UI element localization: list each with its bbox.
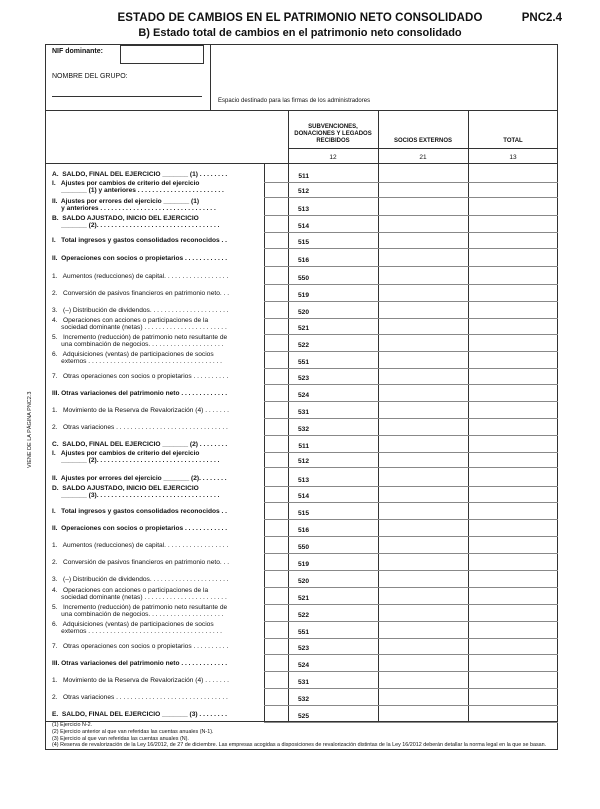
amount-cell[interactable] [468, 508, 558, 518]
table-row [45, 273, 558, 283]
amount-cell[interactable] [378, 215, 468, 231]
table-row [45, 237, 558, 247]
amount-cell[interactable] [288, 390, 378, 400]
amount-cell[interactable] [288, 351, 378, 367]
table-row [45, 255, 558, 265]
row-label: I. Total ingresos y gastos consolidados reconocidos . . [52, 508, 228, 515]
row-rule [264, 248, 558, 249]
amount-cell[interactable] [288, 307, 378, 317]
amount-cell[interactable] [288, 576, 378, 586]
table-row [45, 317, 558, 333]
table-row [45, 215, 558, 231]
row-rule [264, 284, 558, 285]
row-label: 5. Incremento (reducción) de patrimonio neto resultante de una combinación de negocios. . . . . . . . . . . . . . . . . . . . . [52, 334, 228, 349]
row-label: B. SALDO AJUSTADO, INICIO DEL EJERCICIO _______ (2). . . . . . . . . . . . . . . . . . . . . . . . . . . . . . . . . . [52, 215, 220, 230]
amount-cell[interactable] [468, 711, 558, 721]
amount-cell[interactable] [378, 317, 468, 333]
table-row [45, 621, 558, 637]
table-row [45, 450, 558, 466]
row-code: 516 [297, 257, 309, 264]
amount-cell[interactable] [378, 660, 468, 670]
amount-cell[interactable] [288, 373, 378, 383]
row-label: III. Otras variaciones del patrimonio neto . . . . . . . . . . . . . [52, 660, 228, 667]
amount-cell[interactable] [288, 711, 378, 721]
row-rule [264, 570, 558, 571]
row-rule [264, 467, 558, 468]
amount-cell[interactable] [378, 559, 468, 569]
col-number-12: 12 [329, 154, 337, 161]
table-row [45, 711, 558, 721]
row-code: 519 [297, 561, 309, 568]
amount-cell[interactable] [378, 694, 468, 704]
table-row [45, 604, 558, 620]
amount-cell[interactable] [288, 424, 378, 434]
row-code: 513 [297, 206, 309, 213]
table-row [45, 180, 558, 196]
row-code: 551 [297, 359, 309, 366]
amount-cell[interactable] [378, 576, 468, 586]
table-row [45, 525, 558, 535]
form-title: ESTADO DE CAMBIOS EN EL PATRIMONIO NETO CONSOLIDADO [117, 12, 483, 24]
amount-cell[interactable] [288, 508, 378, 518]
row-label: 2. Otras variaciones . . . . . . . . . . . . . . . . . . . . . . . . . . . . . . . [52, 424, 228, 431]
row-code: 550 [297, 275, 309, 282]
nif-label: NIF dominante: [52, 48, 103, 55]
row-code: 550 [297, 544, 309, 551]
row-label: 1. Aumentos (reducciones) de capital. . . . . . . . . . . . . . . . . . [52, 273, 229, 280]
row-code: 523 [297, 645, 309, 652]
amount-cell[interactable] [378, 475, 468, 485]
row-rule [264, 368, 558, 369]
row-label: II. Ajustes por errores del ejercicio _______ (2). . . . . . . . [52, 475, 227, 482]
table-row [45, 643, 558, 653]
amount-cell[interactable] [468, 643, 558, 653]
row-rule [264, 553, 558, 554]
amount-cell[interactable] [288, 237, 378, 247]
identity-divider [210, 45, 211, 110]
amount-cell[interactable] [378, 542, 468, 552]
amount-cell[interactable] [468, 407, 558, 417]
row-label: A. SALDO, FINAL DEL EJERCICIO _______ (1) . . . . . . . . [52, 171, 228, 178]
amount-cell[interactable] [468, 334, 558, 350]
amount-cell[interactable] [378, 290, 468, 300]
amount-cell[interactable] [378, 485, 468, 501]
amount-cell[interactable] [288, 407, 378, 417]
row-code: 515 [297, 510, 309, 517]
amount-cell[interactable] [288, 604, 378, 620]
amount-cell[interactable] [468, 317, 558, 333]
row-code: 520 [297, 309, 309, 316]
row-code: 532 [297, 426, 309, 433]
page-code: PNC2.4 [521, 12, 562, 24]
amount-cell[interactable] [288, 542, 378, 552]
amount-cell[interactable] [468, 542, 558, 552]
amount-cell[interactable] [378, 198, 468, 214]
group-name-line[interactable] [52, 96, 202, 97]
amount-cell[interactable] [288, 255, 378, 265]
row-label: II. Ajustes por errores del ejercicio _______ (1) y anteriores . . . . . . . . . . . . . . . . . . . . . . . . . . . . . . . . [52, 198, 216, 213]
amount-cell[interactable] [468, 180, 558, 196]
row-label: C. SALDO, FINAL DEL EJERCICIO _______ (2) . . . . . . . . [52, 441, 228, 448]
header-bottom-rule [45, 163, 558, 164]
amount-cell[interactable] [378, 255, 468, 265]
row-rule [264, 536, 558, 537]
table-row [45, 334, 558, 350]
row-rule [264, 688, 558, 689]
amount-cell[interactable] [468, 237, 558, 247]
row-label: 3. (–) Distribución de dividendos. . . . . . . . . . . . . . . . . . . . . . [52, 576, 229, 583]
footnotes [52, 722, 552, 749]
row-code: 516 [297, 527, 309, 534]
amount-cell[interactable] [288, 334, 378, 350]
amount-cell[interactable] [468, 576, 558, 586]
row-label: III. Otras variaciones del patrimonio neto . . . . . . . . . . . . . [52, 390, 228, 397]
row-label: I. Total ingresos y gastos consolidados reconocidos . . [52, 237, 228, 244]
row-label: II. Operaciones con socios o propietarios . . . . . . . . . . . . [52, 525, 228, 532]
row-label: 4. Operaciones con acciones o participaciones de la sociedad dominante (netas) . . . . . . . . . . . . . . . . . . . . . . . [52, 317, 227, 332]
amount-cell[interactable] [288, 660, 378, 670]
table-row [45, 694, 558, 704]
table-row [45, 542, 558, 552]
amount-cell[interactable] [288, 677, 378, 687]
row-code: 512 [297, 188, 309, 195]
row-label: 4. Operaciones con acciones o participaciones de la sociedad dominante (netas) . . . . . . . . . . . . . . . . . . . . . . . [52, 587, 227, 602]
row-code: 532 [297, 696, 309, 703]
amount-cell[interactable] [378, 587, 468, 603]
amount-cell[interactable] [378, 180, 468, 196]
amount-cell[interactable] [288, 621, 378, 637]
row-rule [264, 705, 558, 706]
row-label: 7. Otras operaciones con socios o propietarios . . . . . . . . . . [52, 373, 229, 380]
amount-cell[interactable] [288, 180, 378, 196]
amount-cell[interactable] [378, 351, 468, 367]
col-number-rule [288, 148, 558, 149]
row-code: 515 [297, 239, 309, 246]
row-rule [264, 418, 558, 419]
row-code: 525 [297, 713, 309, 720]
identity-bottom-rule [45, 110, 558, 111]
row-label: 2. Conversión de pasivos financieros en patrimonio neto. . . [52, 290, 230, 297]
amount-cell[interactable] [468, 450, 558, 466]
table-row [45, 475, 558, 485]
amount-cell[interactable] [468, 660, 558, 670]
nif-input[interactable] [120, 45, 204, 64]
row-label: 6. Adquisiciones (ventas) de participaciones de socios externos . . . . . . . . . . . . . . . . . . . . . . . . . . . . . . . . . . . . . [52, 351, 223, 366]
row-label: 2. Otras variaciones . . . . . . . . . . . . . . . . . . . . . . . . . . . . . . . [52, 694, 228, 701]
amount-cell[interactable] [378, 525, 468, 535]
row-code: 523 [297, 375, 309, 382]
row-code: 524 [297, 392, 309, 399]
row-label: 1. Movimiento de la Reserva de Revalorización (4) . . . . . . . [52, 407, 230, 414]
table-row [45, 559, 558, 569]
row-label: 7. Otras operaciones con socios o propietarios . . . . . . . . . . [52, 643, 229, 650]
amount-cell[interactable] [378, 407, 468, 417]
row-rule [264, 671, 558, 672]
row-rule [264, 301, 558, 302]
row-rule [264, 384, 558, 385]
table-row [45, 576, 558, 586]
group-name-label: NOMBRE DEL GRUPO: [52, 73, 128, 80]
amount-cell[interactable] [468, 677, 558, 687]
amount-cell[interactable] [378, 307, 468, 317]
row-code: 531 [297, 409, 309, 416]
table-row [45, 485, 558, 501]
amount-cell[interactable] [468, 290, 558, 300]
table-row [45, 198, 558, 214]
row-code: 524 [297, 662, 309, 669]
amount-cell[interactable] [378, 424, 468, 434]
footnote: (1) Ejercicio N-2. [52, 722, 93, 728]
amount-cell[interactable] [468, 559, 558, 569]
row-label: 5. Incremento (reducción) de patrimonio neto resultante de una combinación de negocios. . . . . . . . . . . . . . . . . . . . . [52, 604, 228, 619]
table-row [45, 424, 558, 434]
form-subtitle: B) Estado total de cambios en el patrimonio neto consolidado [138, 27, 462, 39]
amount-cell[interactable] [288, 317, 378, 333]
amount-cell[interactable] [288, 525, 378, 535]
amount-cell[interactable] [378, 390, 468, 400]
amount-cell[interactable] [378, 711, 468, 721]
table-row [45, 390, 558, 400]
amount-cell[interactable] [288, 273, 378, 283]
amount-cell[interactable] [468, 373, 558, 383]
amount-cell[interactable] [378, 450, 468, 466]
amount-cell[interactable] [288, 215, 378, 231]
side-note: VIENE DE LA PÁGINA PNC2.3 [27, 391, 33, 468]
amount-cell[interactable] [468, 694, 558, 704]
amount-cell[interactable] [378, 604, 468, 620]
col-number-21: 21 [419, 154, 427, 161]
amount-cell[interactable] [468, 587, 558, 603]
row-code: 511 [298, 443, 309, 450]
row-label: II. Operaciones con socios o propietarios . . . . . . . . . . . . [52, 255, 228, 262]
row-label: 3. (–) Distribución de dividendos. . . . . . . . . . . . . . . . . . . . . . [52, 307, 229, 314]
amount-cell[interactable] [468, 215, 558, 231]
row-rule [264, 654, 558, 655]
row-code: 514 [297, 493, 309, 500]
amount-cell[interactable] [288, 643, 378, 653]
amount-cell[interactable] [378, 508, 468, 518]
row-code: 514 [297, 223, 309, 230]
table-row [45, 587, 558, 603]
amount-cell[interactable] [378, 677, 468, 687]
row-label: I. Ajustes por cambios de criterio del ejercicio _______ (2). . . . . . . . . . . . . . . . . . . . . . . . . . . . . . . . . . [52, 450, 220, 465]
amount-cell[interactable] [468, 604, 558, 620]
footnote: (3) Ejercicio al que van referidas las cuentas anuales (N). [52, 735, 189, 742]
row-label: 1. Aumentos (reducciones) de capital. . . . . . . . . . . . . . . . . . [52, 542, 229, 549]
col-heading-subvenciones: SUBVENCIONES, DONACIONES Y LEGADOS RECIBIDOS [294, 124, 372, 144]
table-row [45, 307, 558, 317]
row-label: I. Ajustes por cambios de criterio del ejercicio _______ (1) y anteriores . . . . . . . . . . . . . . . . . . . . . . . . [52, 180, 224, 195]
table-row [45, 407, 558, 417]
amount-cell[interactable] [468, 351, 558, 367]
amount-cell[interactable] [288, 290, 378, 300]
amount-cell[interactable] [378, 373, 468, 383]
amount-cell[interactable] [288, 475, 378, 485]
amount-cell[interactable] [468, 621, 558, 637]
col-heading-socios-externos: SOCIOS EXTERNOS [393, 138, 452, 144]
amount-cell[interactable] [378, 621, 468, 637]
footnote: (2) Ejercicio anterior al que van referidas las cuentas anuales (N-1). [52, 728, 214, 735]
row-label: D. SALDO AJUSTADO, INICIO DEL EJERCICIO _______ (3). . . . . . . . . . . . . . . . . . . . . . . . . . . . . . . . . . [52, 485, 220, 500]
col-number-13: 13 [509, 154, 517, 161]
amount-cell[interactable] [468, 424, 558, 434]
table-row [45, 677, 558, 687]
amount-cell[interactable] [288, 450, 378, 466]
col-heading-total: TOTAL [503, 138, 523, 144]
amount-cell[interactable] [468, 307, 558, 317]
table-row [45, 290, 558, 300]
row-rule [264, 519, 558, 520]
row-label: 6. Adquisiciones (ventas) de participaciones de socios externos . . . . . . . . . . . . . . . . . . . . . . . . . . . . . . . . . . . . . [52, 621, 223, 636]
amount-cell[interactable] [288, 198, 378, 214]
row-code: 521 [297, 595, 309, 602]
amount-cell[interactable] [468, 198, 558, 214]
amount-cell[interactable] [468, 390, 558, 400]
amount-cell[interactable] [288, 559, 378, 569]
row-code: 521 [297, 325, 309, 332]
row-rule [264, 401, 558, 402]
table-row [45, 508, 558, 518]
row-label: 2. Conversión de pasivos financieros en patrimonio neto. . . [52, 559, 230, 566]
amount-cell[interactable] [468, 255, 558, 265]
row-rule [264, 232, 558, 233]
table-row [45, 373, 558, 383]
amount-cell[interactable] [288, 694, 378, 704]
row-code: 511 [298, 173, 309, 180]
row-rule [264, 266, 558, 267]
amount-cell[interactable] [378, 237, 468, 247]
amount-cell[interactable] [468, 485, 558, 501]
row-rule [264, 638, 558, 639]
row-code: 551 [297, 629, 309, 636]
row-code: 512 [297, 458, 309, 465]
row-label: E. SALDO, FINAL DEL EJERCICIO _______ (3) . . . . . . . . [52, 711, 227, 718]
row-rule [264, 502, 558, 503]
amount-cell[interactable] [468, 273, 558, 283]
amount-cell[interactable] [288, 485, 378, 501]
amount-cell[interactable] [468, 525, 558, 535]
amount-cell[interactable] [288, 587, 378, 603]
footnote: (4) Reserva de revalorización de la Ley 16/2012, de 27 de diciembre. Las empresas acogidas a disposiciones de revalorización distintas de la Ley 16/2012 deberán detallar la norma legal en la que se basan. [52, 742, 547, 749]
row-code: 519 [297, 292, 309, 299]
amount-cell[interactable] [468, 475, 558, 485]
row-code: 531 [297, 679, 309, 686]
amount-cell[interactable] [378, 273, 468, 283]
table-row [45, 351, 558, 367]
row-code: 513 [297, 477, 309, 484]
signature-caption: Espacio destinado para las firmas de los administradores [218, 98, 371, 104]
row-code: 520 [297, 578, 309, 585]
row-label: 1. Movimiento de la Reserva de Revalorización (4) . . . . . . . [52, 677, 230, 684]
table-row [45, 660, 558, 670]
amount-cell[interactable] [378, 643, 468, 653]
row-code: 522 [297, 612, 309, 619]
row-code: 522 [297, 342, 309, 349]
amount-cell[interactable] [378, 334, 468, 350]
row-rule [264, 435, 558, 436]
